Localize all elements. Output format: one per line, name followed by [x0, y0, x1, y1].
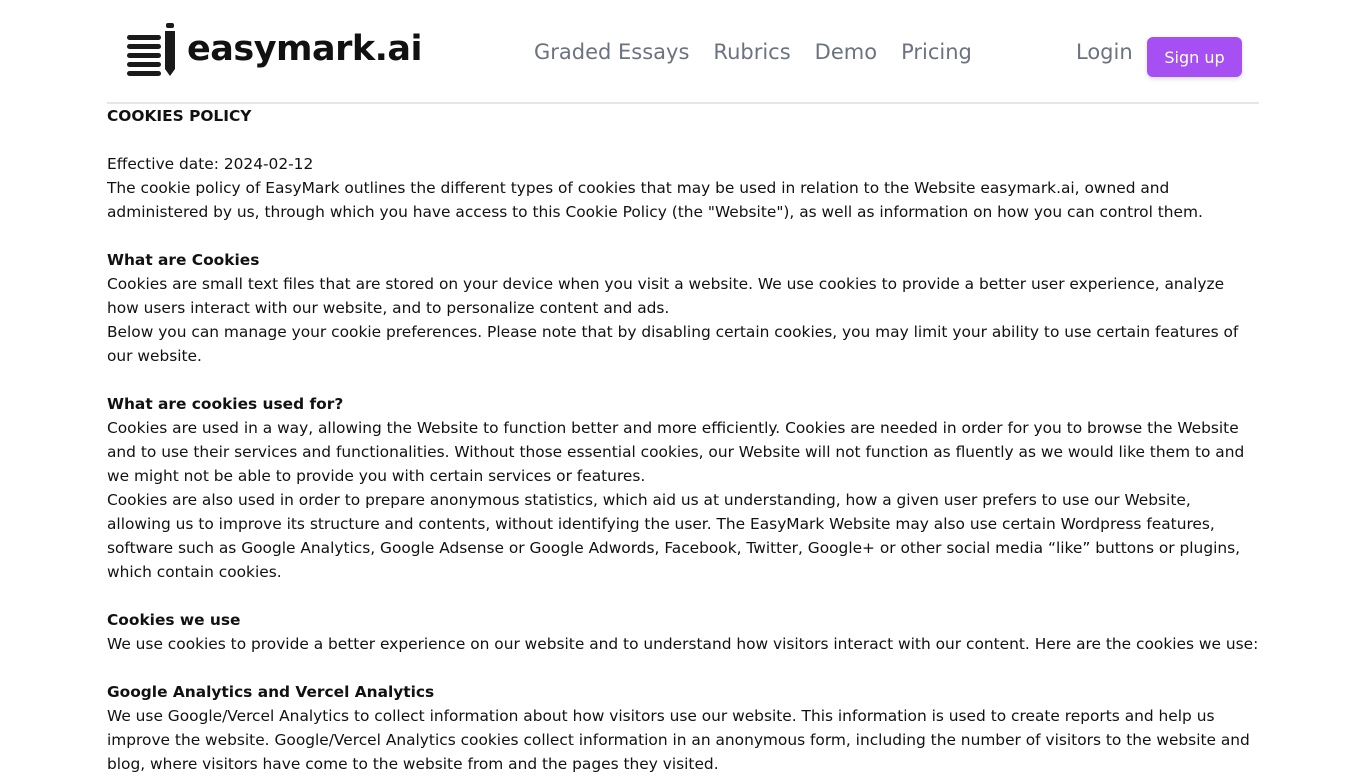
section-heading-analytics: Google Analytics and Vercel Analytics	[107, 683, 435, 701]
effective-date: Effective date: 2024-02-12	[107, 155, 314, 173]
section-paragraph: Cookies are used in a way, allowing the Website to function better and more efficiently. Cookies are needed in order for you to browse the Website and to use their services and functionalities. Without those essential cookies, our Website will not function as fluently as we would like them to and we might not be able to provide you with certain services or features.	[107, 419, 1245, 485]
logo-link[interactable]	[125, 21, 422, 77]
section-paragraph: We use cookies to provide a better experience on our website and to understand how visitors interact with our content. Here are the cookies we use:	[107, 635, 1259, 653]
section-heading-what-are-cookies: What are Cookies	[107, 251, 260, 269]
logo-text: easymark.ai	[187, 29, 423, 69]
signup-button[interactable]: Sign up	[1147, 37, 1242, 77]
login-link[interactable]: Login	[1076, 40, 1133, 64]
cookie-policy-content	[107, 104, 1259, 776]
nav-graded-essays[interactable]: Graded Essays	[534, 40, 690, 64]
section-paragraph: Below you can manage your cookie preferences. Please note that by disabling certain cookies, you may limit your ability to use certain features of our website.	[107, 323, 1239, 365]
section-heading-cookies-we-use: Cookies we use	[107, 611, 241, 629]
section-paragraph: We use Google/Vercel Analytics to collect information about how visitors use our website. This information is used to create reports and help us improve the website. Google/Vercel Analytics cookies collect information in an anonymous form, including the number of visitors to the website and blog, where visitors have come to the website from and the pages they visited.	[107, 707, 1250, 773]
intro-paragraph: The cookie policy of EasyMark outlines the different types of cookies that may be used in relation to the Website easymark.ai, owned and administered by us, through which you have access to this Cookie Policy (the "Website"), as well as information on how you can control them.	[107, 179, 1203, 221]
nav-rubrics[interactable]: Rubrics	[713, 40, 791, 64]
nav-pricing[interactable]: Pricing	[901, 40, 972, 64]
site-header	[107, 0, 1259, 104]
section-paragraph: Cookies are also used in order to prepare anonymous statistics, which aid us at understanding, how a given user prefers to use our Website, allowing us to improve its structure and contents, without identifying the user. The EasyMark Website may also use certain Wordpress features, software such as Google Analytics, Google Adsense or Google Adwords, Facebook, Twitter, Google+ or other social media “like” buttons or plugins, which contain cookies.	[107, 491, 1241, 581]
main-nav	[534, 40, 972, 64]
spacer	[107, 128, 1259, 152]
nav-demo[interactable]: Demo	[814, 40, 878, 64]
logo-icon	[125, 21, 179, 77]
page-title: COOKIES POLICY	[107, 107, 252, 125]
section-paragraph: Cookies are small text files that are stored on your device when you visit a website. We use cookies to provide a better user experience, analyze how users interact with our website, and to personalize content and ads.	[107, 275, 1225, 317]
section-heading-cookies-used-for: What are cookies used for?	[107, 395, 344, 413]
